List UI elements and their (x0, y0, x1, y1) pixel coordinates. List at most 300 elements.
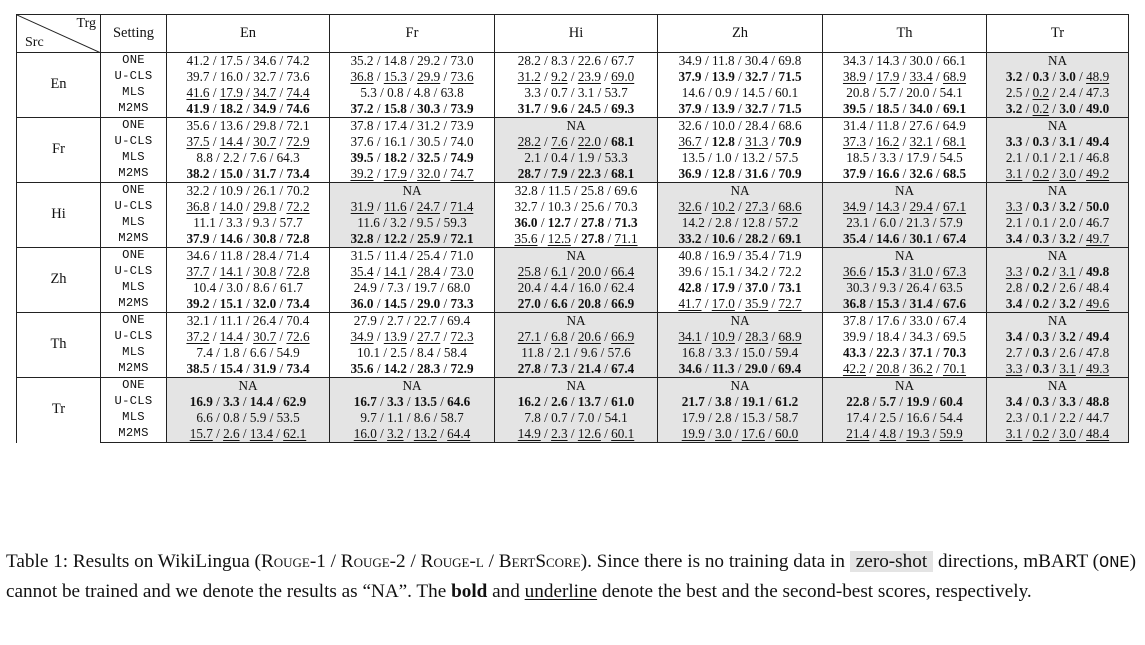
score-cell-hi: 27.8 / 7.3 / 21.4 / 67.4 (495, 361, 658, 378)
score-cell-fr: 37.6 / 16.1 / 30.5 / 74.0 (330, 134, 495, 150)
score-value: 39.2 (350, 166, 374, 182)
score-value: 32.1 (909, 134, 933, 150)
score-cell-th: 36.6 / 15.3 / 31.0 / 67.3 (823, 264, 987, 280)
score-value: 53.7 (604, 85, 628, 101)
setting-cell: U-CLS (101, 134, 167, 150)
score-value: 53.5 (276, 410, 300, 426)
score-cell-hi: 28.2 / 7.6 / 22.0 / 68.1 (495, 134, 658, 150)
score-cell-th: 31.4 / 11.8 / 27.6 / 64.9 (823, 118, 987, 135)
score-cell-hi: 28.7 / 7.9 / 22.3 / 68.1 (495, 166, 658, 183)
score-value: 32.0 (253, 296, 277, 312)
score-value: 32.6 (678, 199, 702, 215)
score-value: 14.9 (517, 426, 541, 442)
score-value: 70.3 (942, 345, 967, 361)
score-value: 2.1 (1005, 215, 1023, 231)
target-header-zh: Zh (658, 15, 823, 53)
score-value: 3.1 (1059, 361, 1076, 377)
score-value: 18.4 (876, 329, 900, 345)
score-value: 24.9 (353, 280, 377, 296)
score-value: 16.8 (681, 345, 705, 361)
score-value: 0.2 (1032, 264, 1050, 280)
caption-underline-word: underline (524, 581, 598, 602)
score-cell-zh: 40.8 / 16.9 / 35.4 / 71.9 (658, 248, 823, 265)
score-value: 73.1 (778, 280, 802, 296)
score-value: 31.7 (253, 166, 277, 182)
score-value: 69.0 (611, 69, 635, 85)
score-value: 20.0 (906, 85, 930, 101)
score-value: 72.2 (286, 199, 310, 215)
caption-sep-1: / (325, 551, 341, 572)
score-cell-fr: 39.2 / 17.9 / 32.0 / 74.7 (330, 166, 495, 183)
source-language-cell: Fr (17, 118, 101, 183)
score-cell-zh (658, 183, 823, 200)
score-value: 67.4 (942, 231, 967, 247)
score-value: 68.1 (942, 134, 967, 150)
score-value: 31.0 (909, 264, 933, 280)
score-cell-zh (658, 378, 823, 395)
score-value: 11.8 (220, 248, 243, 264)
score-cell-fr: 11.6 / 3.2 / 9.5 / 59.3 (330, 215, 495, 231)
score-value: 71.4 (286, 248, 310, 264)
score-value: 37.7 (186, 264, 210, 280)
score-value: 3.3 (1005, 134, 1023, 150)
na-label: NA (566, 118, 586, 134)
score-value: 73.0 (450, 53, 474, 69)
score-value: 30.3 (417, 101, 441, 117)
score-value: 12.2 (383, 231, 407, 247)
score-value: 49.4 (1086, 134, 1110, 150)
score-cell-fr: 24.9 / 7.3 / 19.7 / 68.0 (330, 280, 495, 296)
score-value: 61.7 (279, 280, 303, 296)
score-value: 20.8 (876, 361, 900, 377)
score-value: 1.1 (387, 410, 404, 426)
score-value: 2.3 (1005, 410, 1023, 426)
score-value: 69.1 (778, 231, 802, 247)
table-row (17, 134, 1129, 150)
score-value: 6.6 (249, 345, 267, 361)
score-value: 37.9 (842, 166, 867, 182)
table-row (17, 280, 1129, 296)
score-cell-tr: 2.7 / 0.3 / 2.6 / 47.8 (987, 345, 1129, 361)
score-cell-th (823, 378, 987, 395)
score-value: 18.5 (846, 150, 870, 166)
score-cell-fr: 37.8 / 17.4 / 31.2 / 73.9 (330, 118, 495, 135)
score-cell-en: 37.7 / 14.1 / 30.8 / 72.8 (167, 264, 330, 280)
score-value: 8.4 (417, 345, 434, 361)
score-cell-hi (495, 248, 658, 265)
score-cell-tr (987, 183, 1129, 200)
score-value: 29.0 (744, 361, 768, 377)
score-value: 66.9 (611, 296, 635, 312)
score-value: 68.5 (942, 166, 967, 182)
score-value: 14.2 (383, 361, 407, 377)
score-cell-zh: 34.9 / 11.8 / 30.4 / 69.8 (658, 53, 823, 70)
score-value: 70.3 (614, 199, 638, 215)
score-value: 15.1 (219, 296, 243, 312)
score-value: 30.8 (253, 264, 277, 280)
score-cell-tr: 3.3 / 0.2 / 3.1 / 49.8 (987, 264, 1129, 280)
score-value: 70.9 (778, 166, 802, 182)
score-value: 37.9 (186, 231, 210, 247)
score-value: 0.3 (1032, 199, 1050, 215)
score-value: 31.4 (843, 118, 867, 134)
score-cell-fr: 35.6 / 14.2 / 28.3 / 72.9 (330, 361, 495, 378)
score-cell-tr: 3.2 / 0.2 / 3.0 / 49.0 (987, 101, 1129, 118)
setting-cell: MLS (101, 215, 167, 231)
score-value: 3.2 (1059, 296, 1076, 312)
score-value: 7.3 (387, 280, 404, 296)
table-row (17, 215, 1129, 231)
table-row (17, 329, 1129, 345)
table-row (17, 361, 1129, 378)
target-header-en: En (167, 15, 330, 53)
score-value: 37.2 (350, 101, 374, 117)
na-label: NA (566, 248, 586, 264)
score-value: 49.8 (1086, 264, 1110, 280)
setting-cell: U-CLS (101, 264, 167, 280)
score-value: 6.6 (196, 410, 213, 426)
score-value: 19.7 (413, 280, 437, 296)
score-value: 13.2 (741, 150, 765, 166)
score-value: 15.3 (876, 264, 900, 280)
score-cell-zh: 42.8 / 17.9 / 37.0 / 73.1 (658, 280, 823, 296)
score-value: 34.3 (909, 329, 933, 345)
score-value: 32.6 (909, 166, 933, 182)
score-value: 34.6 (678, 361, 702, 377)
score-value: 3.3 (1005, 264, 1023, 280)
score-value: 47.3 (1086, 85, 1110, 101)
score-value: 30.7 (253, 134, 277, 150)
score-cell-tr: 2.1 / 0.1 / 2.1 / 46.8 (987, 150, 1129, 166)
score-cell-zh: 41.7 / 17.0 / 35.9 / 72.7 (658, 296, 823, 313)
caption-metric-rouge1: Rouge-1 (260, 551, 326, 572)
table-row (17, 69, 1129, 85)
score-cell-en: 38.2 / 15.0 / 31.7 / 73.4 (167, 166, 330, 183)
score-value: 8.6 (413, 410, 431, 426)
score-value: 3.0 (715, 426, 732, 442)
score-value: 17.9 (219, 85, 243, 101)
score-cell-hi: 32.7 / 10.3 / 25.6 / 70.3 (495, 199, 658, 215)
score-value: 34.6 (186, 248, 210, 264)
source-language-cell: Tr (17, 378, 101, 443)
score-value: 26.4 (252, 313, 276, 329)
score-value: 71.5 (778, 69, 802, 85)
score-value: 63.8 (440, 85, 464, 101)
score-value: 46.7 (1086, 215, 1110, 231)
table-row (17, 118, 1129, 135)
score-cell-zh: 36.7 / 12.8 / 31.3 / 70.9 (658, 134, 823, 150)
score-value: 20.0 (577, 264, 601, 280)
score-value: 17.6 (741, 426, 765, 442)
score-value: 10.0 (711, 118, 735, 134)
score-value: 0.2 (1032, 296, 1050, 312)
na-label: NA (238, 378, 258, 394)
score-value: 3.3 (879, 150, 897, 166)
score-value: 32.8 (350, 231, 374, 247)
score-value: 57.5 (775, 150, 799, 166)
score-value: 53.3 (604, 150, 628, 166)
score-value: 14.0 (219, 199, 243, 215)
score-value: 70.9 (778, 134, 802, 150)
score-value: 71.5 (778, 101, 802, 117)
score-value: 27.3 (745, 199, 769, 215)
score-cell-zh: 14.2 / 2.8 / 12.8 / 57.2 (658, 215, 823, 231)
score-cell-hi: 35.6 / 12.5 / 27.8 / 71.1 (495, 231, 658, 248)
score-value: 12.8 (711, 134, 735, 150)
score-value: 17.4 (383, 118, 407, 134)
score-value: 63.5 (939, 280, 963, 296)
score-value: 48.9 (1086, 69, 1110, 85)
caption-text-5: and (487, 581, 525, 602)
score-value: 0.1 (1032, 410, 1050, 426)
score-value: 16.7 (353, 394, 377, 410)
score-value: 29.0 (417, 296, 441, 312)
score-value: 2.6 (1059, 345, 1076, 361)
score-value: 3.3 (387, 394, 404, 410)
score-cell-hi: 16.2 / 2.6 / 13.7 / 61.0 (495, 394, 658, 410)
score-cell-hi: 27.0 / 6.6 / 20.8 / 66.9 (495, 296, 658, 313)
score-value: 0.7 (551, 85, 568, 101)
score-cell-fr: 36.8 / 15.3 / 29.9 / 73.6 (330, 69, 495, 85)
na-label: NA (402, 183, 422, 199)
table-row (17, 231, 1129, 248)
score-value: 17.9 (711, 280, 735, 296)
score-cell-zh: 37.9 / 13.9 / 32.7 / 71.5 (658, 69, 823, 85)
results-table-container (16, 14, 1128, 443)
score-cell-en: 35.6 / 13.6 / 29.8 / 72.1 (167, 118, 330, 135)
score-value: 29.8 (253, 118, 277, 134)
score-value: 34.1 (678, 329, 702, 345)
score-value: 31.6 (745, 166, 769, 182)
score-value: 39.7 (186, 69, 210, 85)
score-value: 27.0 (517, 296, 541, 312)
score-value: 3.3 (1005, 199, 1023, 215)
score-value: 57.6 (607, 345, 631, 361)
score-value: 73.9 (450, 118, 474, 134)
score-value: 14.2 (681, 215, 705, 231)
score-cell-hi (495, 378, 658, 395)
score-value: 11.5 (548, 183, 571, 199)
score-cell-hi: 31.2 / 9.2 / 23.9 / 69.0 (495, 69, 658, 85)
score-value: 39.9 (842, 329, 867, 345)
caption-sep-3: / (483, 551, 499, 572)
na-label: NA (730, 183, 750, 199)
score-value: 0.4 (551, 150, 568, 166)
score-value: 12.6 (577, 426, 601, 442)
setting-cell: M2MS (101, 426, 167, 443)
score-cell-en (167, 378, 330, 395)
score-value: 68.1 (611, 134, 635, 150)
score-value: 14.8 (383, 53, 407, 69)
score-value: 1.9 (577, 150, 595, 166)
score-cell-th: 34.3 / 14.3 / 30.0 / 66.1 (823, 53, 987, 70)
score-cell-en: 41.6 / 17.9 / 34.7 / 74.4 (167, 85, 330, 101)
score-value: 15.7 (189, 426, 213, 442)
score-value: 31.2 (417, 118, 441, 134)
score-cell-fr: 16.0 / 3.2 / 13.2 / 64.4 (330, 426, 495, 443)
score-value: 17.6 (876, 313, 900, 329)
score-cell-en: 8.8 / 2.2 / 7.6 / 64.3 (167, 150, 330, 166)
score-value: 28.2 (745, 231, 769, 247)
score-value: 2.3 (551, 426, 568, 442)
score-value: 5.7 (879, 85, 897, 101)
score-cell-th: 30.3 / 9.3 / 26.4 / 63.5 (823, 280, 987, 296)
score-cell-fr: 37.2 / 15.8 / 30.3 / 73.9 (330, 101, 495, 118)
score-cell-en: 7.4 / 1.8 / 6.6 / 54.9 (167, 345, 330, 361)
score-value: 37.1 (909, 345, 933, 361)
score-cell-hi: 28.2 / 8.3 / 22.6 / 67.7 (495, 53, 658, 70)
score-value: 36.8 (186, 199, 210, 215)
score-value: 71.3 (614, 215, 638, 231)
score-value: 66.9 (611, 329, 635, 345)
score-value: 72.6 (286, 329, 310, 345)
score-value: 11.6 (384, 199, 407, 215)
score-value: 54.4 (939, 410, 963, 426)
score-value: 3.1 (577, 85, 595, 101)
score-value: 17.5 (219, 53, 243, 69)
score-value: 13.5 (413, 394, 437, 410)
score-value: 49.3 (1086, 361, 1110, 377)
score-value: 24.7 (416, 199, 440, 215)
score-value: 6.1 (551, 264, 568, 280)
caption-text-4: ) cannot be trained and we denote the results as “NA”. The (6, 551, 1137, 602)
score-value: 7.3 (551, 361, 568, 377)
score-value: 48.8 (1086, 394, 1110, 410)
score-value: 28.4 (252, 248, 276, 264)
score-value: 36.2 (909, 361, 933, 377)
caption-text-2: ). Since there is no training data in (580, 551, 850, 572)
score-value: 34.7 (253, 85, 277, 101)
score-value: 34.0 (909, 101, 933, 117)
score-cell-th: 39.9 / 18.4 / 34.3 / 69.5 (823, 329, 987, 345)
score-value: 68.6 (778, 199, 802, 215)
score-value: 59.9 (939, 426, 963, 442)
score-value: 10.9 (711, 329, 735, 345)
score-value: 3.2 (1005, 69, 1023, 85)
score-cell-zh: 14.6 / 0.9 / 14.5 / 60.1 (658, 85, 823, 101)
score-cell-th: 20.8 / 5.7 / 20.0 / 54.1 (823, 85, 987, 101)
score-value: 17.9 (681, 410, 705, 426)
score-cell-fr: 36.0 / 14.5 / 29.0 / 73.3 (330, 296, 495, 313)
score-value: 23.9 (577, 69, 601, 85)
score-cell-zh: 19.9 / 3.0 / 17.6 / 60.0 (658, 426, 823, 443)
score-value: 36.6 (842, 264, 867, 280)
score-value: 69.8 (778, 53, 802, 69)
corner-cell (17, 15, 101, 53)
score-value: 2.7 (387, 313, 404, 329)
score-value: 6.8 (551, 329, 568, 345)
setting-cell: M2MS (101, 296, 167, 313)
score-value: 74.0 (450, 134, 474, 150)
score-value: 3.1 (1005, 166, 1023, 182)
score-value: 22.0 (577, 134, 601, 150)
score-value: 38.5 (186, 361, 210, 377)
score-value: 17.4 (846, 410, 870, 426)
setting-cell: MLS (101, 345, 167, 361)
score-value: 72.8 (286, 264, 310, 280)
score-value: 16.9 (189, 394, 213, 410)
score-cell-fr: 10.1 / 2.5 / 8.4 / 58.4 (330, 345, 495, 361)
table-row (17, 101, 1129, 118)
na-label: NA (894, 378, 915, 394)
score-value: 13.4 (249, 426, 273, 442)
score-value: 44.7 (1086, 410, 1110, 426)
score-value: 18.2 (219, 101, 243, 117)
score-value: 13.2 (413, 426, 437, 442)
score-cell-zh: 21.7 / 3.8 / 19.1 / 61.2 (658, 394, 823, 410)
score-value: 67.4 (611, 361, 635, 377)
score-value: 41.9 (186, 101, 210, 117)
source-language-cell: Zh (17, 248, 101, 313)
score-value: 64.6 (447, 394, 471, 410)
score-cell-tr: 3.3 / 0.3 / 3.1 / 49.4 (987, 134, 1129, 150)
score-value: 11.3 (712, 361, 735, 377)
score-value: 41.6 (186, 85, 210, 101)
score-value: 10.6 (711, 231, 735, 247)
score-cell-tr: 3.4 / 0.3 / 3.2 / 49.4 (987, 329, 1129, 345)
score-cell-th: 22.8 / 5.7 / 19.9 / 60.4 (823, 394, 987, 410)
score-value: 3.1 (1059, 264, 1076, 280)
score-cell-zh (658, 313, 823, 330)
score-value: 8.6 (253, 280, 270, 296)
score-value: 49.2 (1086, 166, 1110, 182)
score-value: 30.4 (744, 53, 768, 69)
score-value: 66.1 (942, 53, 967, 69)
score-value: 9.6 (551, 101, 568, 117)
score-value: 35.4 (350, 264, 374, 280)
score-value: 66.4 (611, 264, 635, 280)
score-value: 74.9 (450, 150, 474, 166)
score-value: 18.2 (383, 150, 407, 166)
score-value: 2.6 (223, 426, 240, 442)
score-cell-tr: 3.2 / 0.3 / 3.0 / 48.9 (987, 69, 1129, 85)
score-value: 32.6 (678, 118, 702, 134)
score-cell-tr: 3.4 / 0.2 / 3.2 / 49.6 (987, 296, 1129, 313)
score-cell-fr: 31.9 / 11.6 / 24.7 / 71.4 (330, 199, 495, 215)
score-cell-zh: 16.8 / 3.3 / 15.0 / 59.4 (658, 345, 823, 361)
score-value: 49.4 (1086, 329, 1110, 345)
score-value: 69.3 (611, 101, 635, 117)
score-value: 0.3 (1032, 69, 1050, 85)
score-value: 2.1 (1059, 150, 1076, 166)
score-value: 34.9 (350, 329, 374, 345)
source-language-cell: Th (17, 313, 101, 378)
score-value: 21.3 (906, 215, 930, 231)
score-cell-zh: 36.9 / 12.8 / 31.6 / 70.9 (658, 166, 823, 183)
score-value: 0.2 (1032, 101, 1050, 117)
score-value: 27.9 (353, 313, 377, 329)
score-value: 74.2 (286, 53, 310, 69)
score-value: 31.4 (909, 296, 933, 312)
score-value: 61.2 (775, 394, 799, 410)
score-value: 68.9 (778, 329, 802, 345)
score-value: 7.6 (249, 150, 267, 166)
score-cell-fr (330, 378, 495, 395)
score-value: 0.8 (387, 85, 404, 101)
score-value: 30.8 (253, 231, 277, 247)
score-value: 38.9 (842, 69, 867, 85)
score-value: 60.0 (775, 426, 799, 442)
score-value: 8.3 (551, 53, 568, 69)
target-header-fr: Fr (330, 15, 495, 53)
score-cell-zh: 32.6 / 10.2 / 27.3 / 68.6 (658, 199, 823, 215)
score-value: 71.4 (450, 199, 474, 215)
na-label: NA (566, 313, 586, 329)
score-value: 0.3 (1032, 394, 1050, 410)
score-value: 59.3 (443, 215, 467, 231)
score-value: 2.8 (1005, 280, 1023, 296)
score-value: 39.5 (842, 101, 867, 117)
